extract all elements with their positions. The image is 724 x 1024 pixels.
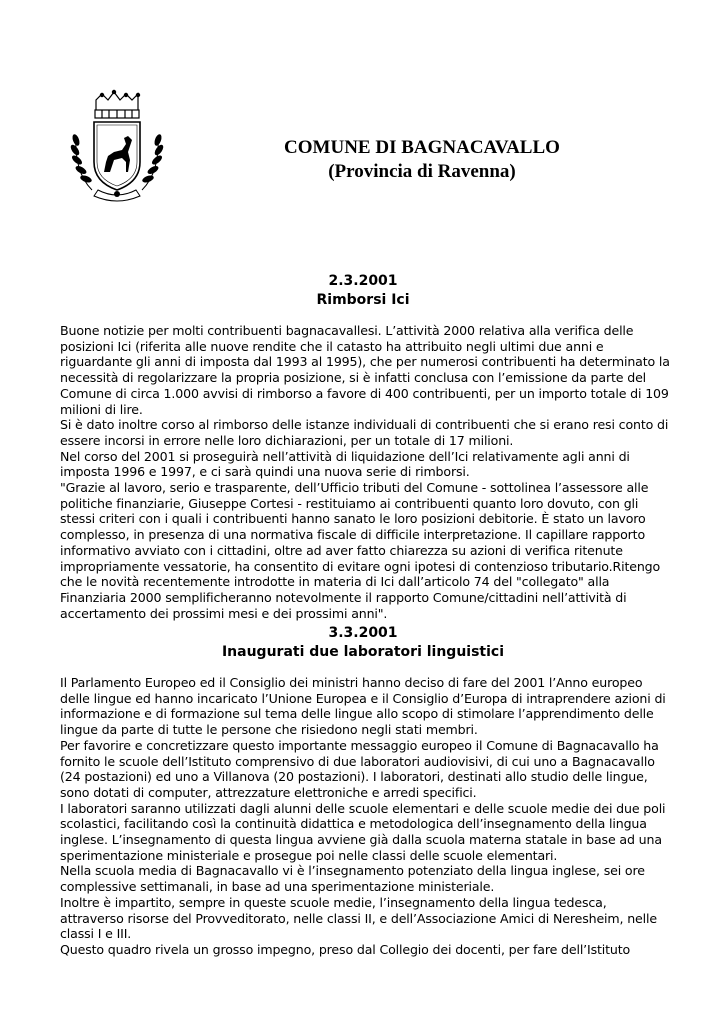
body-paragraph: Il Parlamento Europeo ed il Consiglio dei ministri hanno deciso di fare del 2001 l’Anno europeo delle lingue ed hanno incaricato l’Unione Europea e il Consiglio d’Europa di intraprendere azioni di informazione e di formazione sul tema delle lingue allo scopo di stimolare l’apprendimento delle lingue da parte di tutte le persone che risiedono negli stati membri. bbox=[60, 675, 666, 738]
body-paragraph: Per favorire e concretizzare questo importante messaggio europeo il Comune di Bagnacavallo ha fornito le scuole dell’Istituto comprensivo di due laboratori audiovisivi, di cui uno a Bagnacavallo (24 postazioni) ed uno a Villanova (20 postazioni). I laboratori, destinati allo studio delle lingue, sono dotati di computer, attrezzature elettroniche e arredi specifici. bbox=[60, 737, 659, 800]
section-title: Rimborsi Ici bbox=[316, 292, 410, 308]
section-heading bbox=[60, 624, 666, 662]
body-paragraph: Si è dato inoltre corso al rimborso delle istanze individuali di contribuenti che si erano resi conto di essere incorsi in errore nelle loro dichiarazioni, per un totale di 17 milioni. bbox=[60, 417, 669, 448]
body-paragraph: Nel corso del 2001 si proseguirà nell’attività di liquidazione dell’Ici relativamente agli anni di imposta 1996 e 1997, e ci sarà quindi una nuova serie di rimborsi. bbox=[60, 448, 630, 480]
province-name: (Provincia di Ravenna) bbox=[328, 161, 516, 182]
section-body bbox=[60, 323, 672, 621]
body-paragraph: Questo quadro rivela un grosso impegno, preso dal Collegio dei docenti, per fare dell’Istituto bbox=[60, 941, 631, 957]
body-paragraph: "Grazie al lavoro, serio e trasparente, dell’Ufficio tributi del Comune - sottolinea l’assessore alle politiche finanziarie, Giuseppe Cortesi - restituiamo ai contribuenti quanto loro dovuto, con gli stessi criteri con i quali i contribuenti hanno sanato le loro posizioni debitorie. È stato un lavoro complesso, in presenza di una normativa fiscale di difficile interpretazione. Il capillare rapporto informativo avviato con i cittadini, oltre ad aver fatto chiarezza su azioni di verifica ritenute impropriamente vessatorie, ha consentito di evitare ogni ipotesi di contenzioso tributario.Ritengo che le novità recentemente introdotte in materia di Ici dall’articolo 74 del "collegato" alla Finanziaria 2000 semplificheranno notevolmente il rapporto Comune/cittadini nell’attività di accertamento dei prossimi mesi e dei prossimi anni". bbox=[60, 480, 661, 621]
section-heading bbox=[60, 272, 666, 310]
municipality-name: COMUNE DI BAGNACAVALLO bbox=[284, 137, 560, 158]
municipality-header bbox=[222, 136, 622, 184]
body-paragraph: I laboratori saranno utilizzati dagli alunni delle scuole elementari e delle scuole medie dei due poli scolastici, facilitando così la continuità didattica e metodologica dell’insegnamento della lingua inglese. L’insegnamento di questa lingua avviene già dalla scuola materna statale in base ad una sperimentazione ministeriale e prosegue poi nelle classi delle scuole elementari. bbox=[60, 800, 666, 863]
section-title: Inaugurati due laboratori linguistici bbox=[221, 644, 505, 660]
section-date: 3.3.2001 bbox=[328, 625, 398, 641]
body-paragraph: Inoltre è impartito, sempre in queste scuole medie, l’insegnamento della lingua tedesca, attraverso risorse del Provveditorato, nelle classi II, e dell’Associazione Amici di Neresheim, nelle classi I e III. bbox=[60, 894, 657, 942]
body-paragraph: Nella scuola media di Bagnacavallo vi è l’insegnamento potenziato della lingua inglese, sei ore complessive settimanali, in base ad una sperimentazione ministeriale. bbox=[60, 863, 645, 895]
municipal-coat-of-arms-icon bbox=[62, 86, 172, 206]
body-paragraph: Buone notizie per molti contribuenti bagnacavallesi. L’attività 2000 relativa alla verifica delle posizioni Ici (riferita alle nuove rendite che il catasto ha attribuito negli ultimi due anni e riguardante gli anni di imposta dal 1993 al 1995), che per numerosi contribuenti ha determinato la necessità di regolarizzare la propria posizione, si è infatti conclusa con l’emissione da parte del Comune di circa 1.000 avvisi di rimborso a favore di 400 contribuenti, per un importo totale di 109 milioni di lire. bbox=[60, 323, 670, 417]
section-body bbox=[60, 675, 672, 958]
section-date: 2.3.2001 bbox=[328, 273, 398, 289]
